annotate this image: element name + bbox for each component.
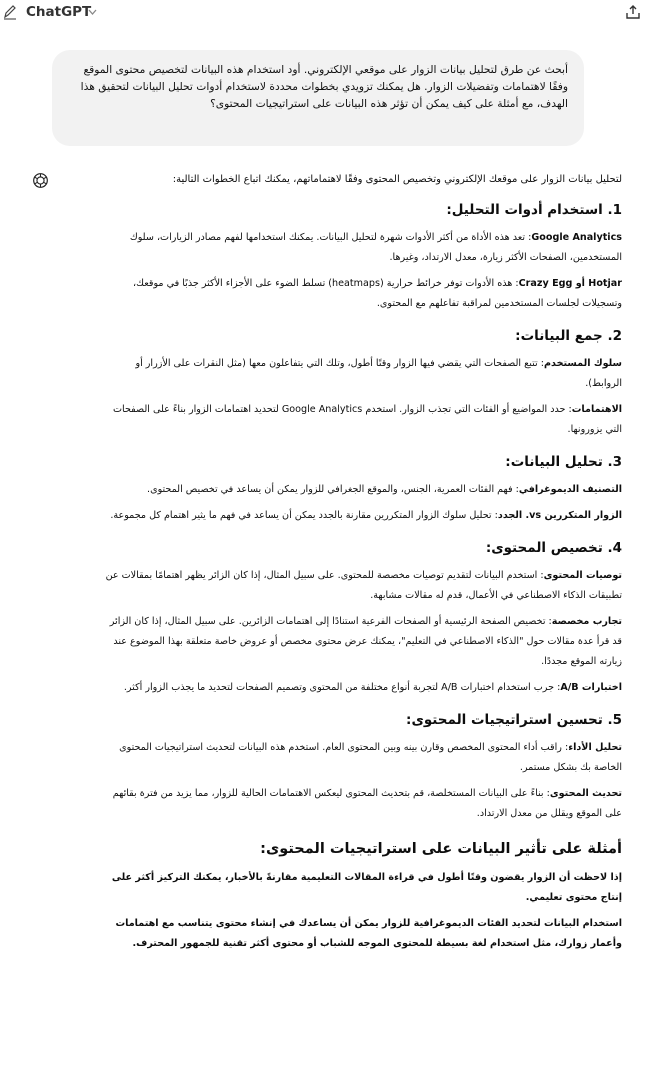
- paragraph-text: فهم الفئات العمرية، الجنس، والموقع الجغرافي للزوار يمكن أن يساعد في تخصيص المحتوى.: [147, 484, 513, 495]
- paragraph-separator: :: [543, 788, 550, 799]
- chevron-down-icon[interactable]: [88, 8, 97, 16]
- answer-sections: [100, 200, 622, 824]
- paragraph-term: التصنيف الديموغرافي: [518, 484, 622, 495]
- paragraph-text: تخصيص الصفحة الرئيسية أو الصفحات الفرعية استنادًا إلى اهتمامات الزائرين. على سبيل المثال، إذا كان الزائر قد قرأ عدة مقالات حول "الذكاء الاصطناعي في التعليم"، يمكنك عرض محتوى مخصص أو عروض خاصة متعلقة بهذا الموضوع عند زيارته الموقع مجددًا.: [109, 616, 622, 667]
- paragraph-text: بناءً على البيانات المستخلصة، قم بتحديث المحتوى ليعكس الاهتمامات الحالية للزوار، مما يزيد من فترة بقائهم على الموقع ويقلل من معدل الارتداد.: [112, 788, 622, 819]
- paragraph-text: جرب استخدام اختبارات A/B لتجربة أنواع مختلفة من المحتوى وتصميم الصفحات لتحديد ما يجذب الزوار أكثر.: [123, 682, 555, 693]
- edit-icon[interactable]: [3, 4, 17, 20]
- section-paragraph: [100, 480, 622, 500]
- example-paragraph: استخدام البيانات لتحديد الفئات الديموغرافية للزوار يمكن أن يساعدك في إنشاء محتوى يتناسب مع اهتمامات وأعمار زوارك، مثل استخدام لغة بسيطة للمحتوى الموجه للشباب أو محتوى أكثر تقنية للجمهور المحترف.: [115, 918, 622, 949]
- examples-section: [100, 838, 622, 954]
- user-message-bubble: [52, 50, 584, 146]
- examples-heading: أمثلة على تأثير البيانات على استراتيجيات المحتوى:: [260, 841, 622, 857]
- paragraph-term: سلوك المستخدم: [544, 358, 622, 369]
- section-paragraph: [100, 354, 622, 394]
- section-paragraph: [100, 228, 622, 268]
- paragraph-text: هذه الأدوات توفر خرائط حرارية (heatmaps) تسلط الضوء على الأجزاء الأكثر جذبًا في موقعك، وتسجيلات لجلسات المستخدمين لمراقبة تفاعلهم مع المحتوى.: [133, 278, 622, 309]
- paragraph-term: Hotjar أو Crazy Egg: [518, 278, 622, 289]
- paragraph-separator: :: [525, 232, 532, 243]
- paragraph-text: راقب أداء المحتوى المخصص وقارن بينه وبين المحتوى العام. استخدم هذه البيانات لتحديث استراتيجيات المحتوى الخاصة بك بشكل مستمر.: [119, 742, 622, 773]
- answer-intro: لتحليل بيانات الزوار على موقعك الإلكتروني وتخصيص المحتوى وفقًا لاهتماماتهم، يمكنك اتباع الخطوات التالية:: [172, 174, 622, 185]
- section-heading: 4. تخصيص المحتوى:: [485, 540, 622, 556]
- paragraph-term: Google Analytics: [531, 232, 622, 243]
- paragraph-term: تجارب مخصصة: [551, 616, 622, 627]
- example-paragraph: إذا لاحظت أن الزوار يقضون وقتًا أطول في قراءة المقالات التعليمية مقارنةً بالأخبار، يمكنك التركيز أكثر على إنتاج محتوى تعليمي.: [111, 872, 622, 903]
- section-paragraph: [100, 506, 622, 526]
- section-paragraph: [100, 784, 622, 824]
- paragraph-separator: :: [512, 278, 519, 289]
- paragraph-term: اختبارات A/B: [560, 682, 622, 693]
- paragraph-text: تحليل سلوك الزوار المتكررين مقارنة بالجدد يمكن أن يساعد في فهم ما يثير اهتمام كل مجموعة.: [110, 510, 492, 521]
- section-heading: 5. تحسين استراتيجيات المحتوى:: [406, 712, 622, 728]
- paragraph-separator: :: [561, 742, 569, 753]
- section-paragraph: [100, 678, 622, 698]
- paragraph-separator: :: [537, 358, 544, 369]
- paragraph-term: تحديث المحتوى: [549, 788, 622, 799]
- paragraph-separator: :: [512, 484, 519, 495]
- paragraph-text: تعد هذه الأداة من أكثر الأدوات شهرة لتحليل البيانات. يمكنك استخدامها لفهم مصادر الزيارات، سلوك المستخدمين، الصفحات الأكثر زيارة، معدل الارتداد، وغيرها.: [129, 232, 622, 263]
- chatgpt-logo-icon: [32, 172, 49, 189]
- paragraph-term: تحليل الأداء: [568, 742, 622, 753]
- paragraph-term: الزوار المتكررين vs. الجدد: [497, 510, 622, 521]
- section-heading: 2. جمع البيانات:: [515, 328, 622, 344]
- section-heading: 3. تحليل البيانات:: [505, 454, 622, 470]
- section-heading: 1. استخدام أدوات التحليل:: [446, 202, 622, 218]
- assistant-answer: [100, 172, 622, 960]
- paragraph-term: الاهتمامات: [571, 404, 622, 415]
- section-paragraph: [100, 274, 622, 314]
- paragraph-term: توصيات المحتوى: [543, 570, 622, 581]
- paragraph-separator: :: [554, 682, 561, 693]
- paragraph-separator: :: [491, 510, 498, 521]
- section-paragraph: [100, 612, 622, 672]
- paragraph-separator: :: [537, 570, 544, 581]
- section-paragraph: [100, 400, 622, 440]
- app-title[interactable]: ChatGPT: [26, 4, 92, 20]
- paragraph-text: استخدم البيانات لتقديم توصيات مخصصة للمحتوى. على سبيل المثال، إذا كان الزائر يظهر اهتمامًا بمقالات عن تطبيقات الذكاء الاصطناعي في الأعمال، قدم له مقالات مشابهة.: [105, 570, 622, 601]
- user-message-text: أبحث عن طرق لتحليل بيانات الزوار على موقعي الإلكتروني. أود استخدام هذه البيانات لتخصيص محتوى الموقع وفقًا لاهتمامات وتفضيلات الزوار. هل يمكنك تزويدي بخطوات محددة لاستخدام أدوات تحليل البيانات لتحقيق هذا الهدف، مع أمثلة على كيف يمكن أن تؤثر هذه البيانات على استراتيجيات المحتوى؟: [80, 63, 568, 110]
- section-paragraph: [100, 738, 622, 778]
- top-bar: [0, 0, 662, 26]
- paragraph-text: تتبع الصفحات التي يقضي فيها الزوار وقتًا أطول، وتلك التي يتفاعلون معها (مثل النقرات على الأزرار أو الروابط).: [135, 358, 622, 389]
- paragraph-separator: :: [565, 404, 572, 415]
- paragraph-separator: :: [545, 616, 552, 627]
- paragraph-text: حدد المواضيع أو الفئات التي تجذب الزوار. استخدم Google Analytics لتحديد اهتمامات الزوار بناءً على الصفحات التي يزورونها.: [113, 404, 622, 435]
- section-paragraph: [100, 566, 622, 606]
- share-icon[interactable]: [625, 4, 641, 20]
